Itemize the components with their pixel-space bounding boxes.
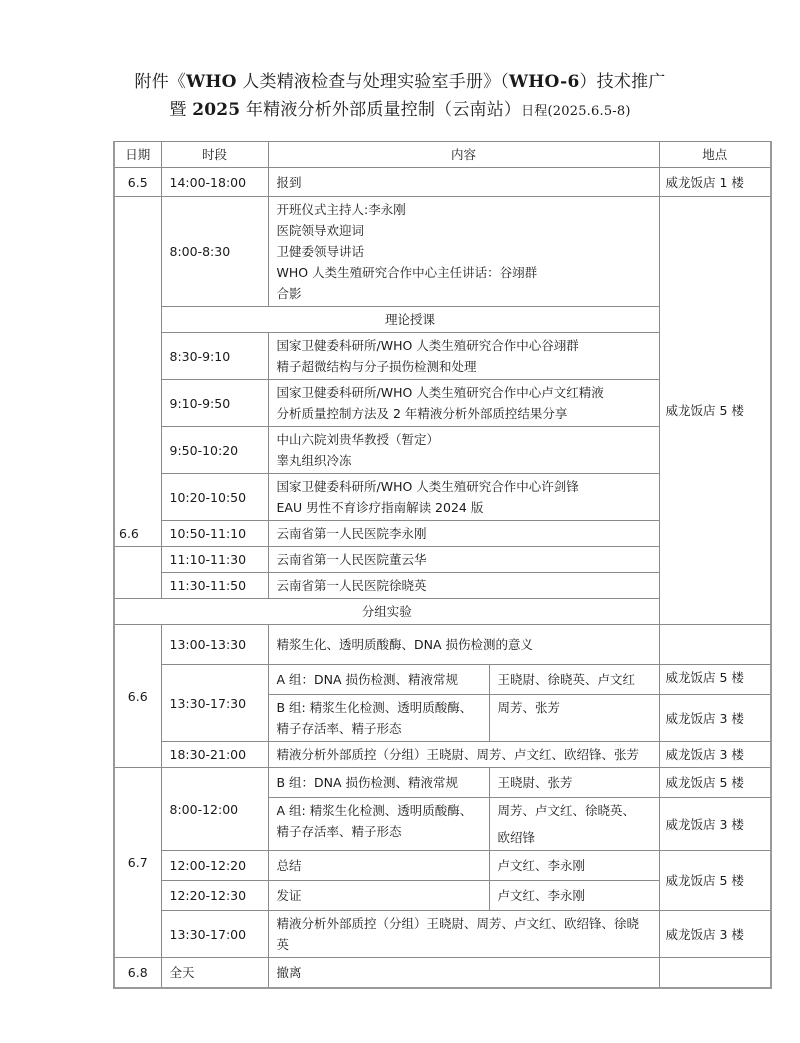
header-time: 时段 (161, 142, 268, 168)
group-b-people: 周芳、张芳 (489, 695, 659, 742)
location-cell: 威龙饭店 5 楼 (659, 851, 771, 911)
table-row (114, 768, 771, 798)
time-cell: 10:20-10:50 (161, 474, 268, 521)
header-row (114, 142, 771, 168)
location-cell: 威龙饭店 3 楼 (659, 911, 771, 958)
date-cell: 6.7 (114, 768, 161, 958)
time-cell: 9:10-9:50 (161, 380, 268, 427)
content-cell: 中山六院刘贵华教授（暂定） 睾丸组织冷冻 (268, 427, 659, 474)
content-cell: 发证 (268, 881, 489, 911)
date-cell: 6.5 (114, 168, 161, 197)
location-cell: 威龙饭店 5 楼 (659, 768, 771, 798)
location-cell (659, 958, 771, 988)
content-cell: 国家卫健委科研所/WHO 人类生殖研究合作中心许剑锋 EAU 男性不育诊疗指南解读 2024 版 (268, 474, 659, 521)
content-cell: 精液分析外部质控（分组）王晓尉、周芳、卢文红、欧绍锋、张芳 (268, 742, 659, 768)
group-b-cell: B 组: 精浆生化检测、透明质酸酶、精子存活率、精子形态 (268, 695, 489, 742)
section-group: 分组实验 (114, 599, 659, 625)
group-a-people: 周芳、卢文红、徐晓英、 欧绍锋 (489, 798, 659, 851)
schedule-table (113, 141, 772, 989)
location-cell: 威龙饭店 3 楼 (659, 695, 771, 742)
content-cell: 国家卫健委科研所/WHO 人类生殖研究合作中心卢文红精液 分析质量控制方法及 2 年精液分析外部质控结果分享 (268, 380, 659, 427)
time-cell: 11:30-11:50 (161, 573, 268, 599)
location-cell (659, 625, 771, 665)
time-cell: 14:00-18:00 (161, 168, 268, 197)
time-cell: 8:00-8:30 (161, 197, 268, 307)
document-title (0, 68, 800, 126)
group-a-people: 王晓尉、徐晓英、卢文红 (489, 665, 659, 695)
title-line-1: 附件《WHO 人类精液检查与处理实验室手册》（WHO-6）技术推广 (134, 72, 666, 92)
time-cell: 13:00-13:30 (161, 625, 268, 665)
header-date: 日期 (114, 142, 161, 168)
header-location: 地点 (659, 142, 771, 168)
table-row (114, 197, 771, 307)
content-cell: 开班仪式主持人:李永刚 医院领导欢迎词 卫健委领导讲话 WHO 人类生殖研究合作中心主任讲话：谷翊群 合影 (268, 197, 659, 307)
time-cell: 13:30-17:30 (161, 665, 268, 742)
group-a-cell: A 组: 精浆生化检测、透明质酸酶、精子存活率、精子形态 (268, 798, 489, 851)
time-cell: 8:00-12:00 (161, 768, 268, 851)
location-cell: 威龙饭店 3 楼 (659, 798, 771, 851)
content-cell: 云南省第一人民医院徐晓英 (268, 573, 659, 599)
time-cell: 18:30-21:00 (161, 742, 268, 768)
location-cell: 威龙饭店 5 楼 (659, 665, 771, 695)
time-cell: 11:10-11:30 (161, 547, 268, 573)
location-cell: 威龙饭店 3 楼 (659, 742, 771, 768)
date-cell-empty (114, 547, 161, 599)
table-row (114, 958, 771, 988)
table-row (114, 911, 771, 958)
people-cell: 卢文红、李永刚 (489, 851, 659, 881)
group-a-cell: A 组：DNA 损伤检测、精液常规 (268, 665, 489, 695)
content-cell: 报到 (268, 168, 659, 197)
time-cell: 全天 (161, 958, 268, 988)
location-cell: 威龙饭店 1 楼 (659, 168, 771, 197)
date-cell: 6.8 (114, 958, 161, 988)
table-row (114, 168, 771, 197)
title-line-2: 暨 2025 年精液分析外部质量控制（云南站）日程(2025.6.5-8) (169, 100, 631, 120)
time-cell: 8:30-9:10 (161, 333, 268, 380)
location-cell: 威龙饭店 5 楼 (659, 197, 771, 625)
content-cell: 总结 (268, 851, 489, 881)
time-cell: 12:20-12:30 (161, 881, 268, 911)
date-cell: 6.6 (114, 197, 161, 547)
time-cell: 12:00-12:20 (161, 851, 268, 881)
group-b-cell: B 组：DNA 损伤检测、精液常规 (268, 768, 489, 798)
content-cell: 精浆生化、透明质酸酶、DNA 损伤检测的意义 (268, 625, 659, 665)
content-cell: 撤离 (268, 958, 659, 988)
table-row (114, 742, 771, 768)
date-cell: 6.6 (114, 625, 161, 768)
content-cell: 云南省第一人民医院李永刚 (268, 521, 659, 547)
content-cell: 云南省第一人民医院董云华 (268, 547, 659, 573)
section-theory: 理论授课 (161, 307, 659, 333)
time-cell: 9:50-10:20 (161, 427, 268, 474)
content-cell: 精液分析外部质控（分组）王晓尉、周芳、卢文红、欧绍锋、徐晓英 (268, 911, 659, 958)
table-row (114, 625, 771, 665)
table-row (114, 665, 771, 695)
people-cell: 卢文红、李永刚 (489, 881, 659, 911)
time-cell: 10:50-11:10 (161, 521, 268, 547)
time-cell: 13:30-17:00 (161, 911, 268, 958)
table-row (114, 851, 771, 881)
header-content: 内容 (268, 142, 659, 168)
content-cell: 国家卫健委科研所/WHO 人类生殖研究合作中心谷翊群 精子超微结构与分子损伤检测和处理 (268, 333, 659, 380)
group-b-people: 王晓尉、张芳 (489, 768, 659, 798)
